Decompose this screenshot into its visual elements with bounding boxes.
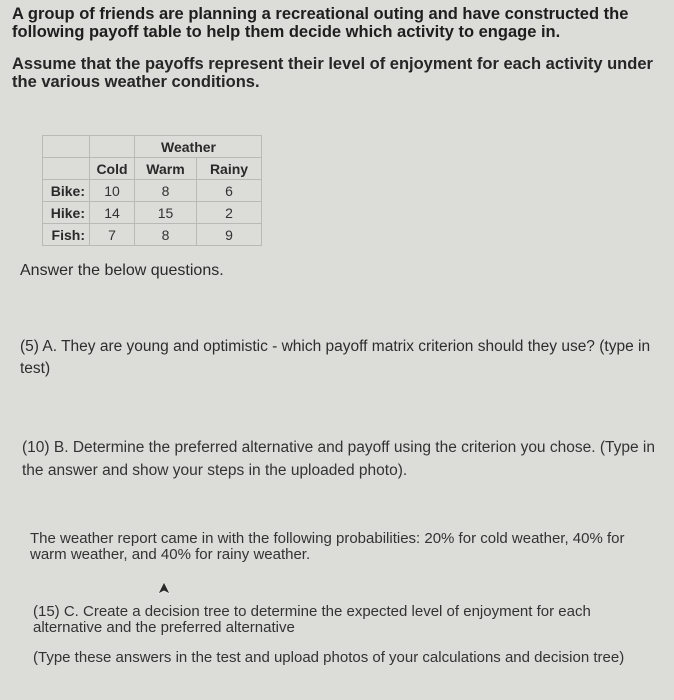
assume-text: Assume that the payoffs represent their level of enjoyment for each activity under the various weather conditions. xyxy=(12,55,653,91)
table-cell: 2 xyxy=(197,202,262,224)
table-row xyxy=(43,224,262,246)
table-cell: 15 xyxy=(135,202,197,224)
question-15-note: (Type these answers in the test and upload photos of your calculations and decision tree) xyxy=(33,649,625,666)
table-cell: 7 xyxy=(90,224,135,246)
column-header-rainy: Rainy xyxy=(197,158,262,180)
table-corner-cell xyxy=(43,136,90,158)
weather-report-text: The weather report came in with the following probabilities: 20% for cold weather, 40% for warm weather, and 40% for rainy weather. xyxy=(30,530,625,563)
table-cell: 14 xyxy=(90,202,135,224)
table-row xyxy=(43,180,262,202)
column-header-warm: Warm xyxy=(135,158,197,180)
table-cell: 8 xyxy=(135,180,197,202)
question-15: (15) C. Create a decision tree to determine the expected level of enjoyment for each alternative and the preferred alternative xyxy=(33,603,591,636)
row-label-hike: Hike: xyxy=(43,202,90,224)
payoff-table xyxy=(42,135,262,246)
table-group-header-row xyxy=(43,136,262,158)
table-empty-cell xyxy=(90,136,135,158)
row-label-bike: Bike: xyxy=(43,180,90,202)
row-label-fish: Fish: xyxy=(43,224,90,246)
table-header-row xyxy=(43,158,262,180)
column-header-cold: Cold xyxy=(90,158,135,180)
answer-prompt: Answer the below questions. xyxy=(20,262,224,279)
table-cell: 9 xyxy=(197,224,262,246)
weather-header: Weather xyxy=(135,136,262,158)
table-row xyxy=(43,202,262,224)
mouse-pointer-icon xyxy=(157,582,171,598)
table-corner-cell xyxy=(43,158,90,180)
question-10: (10) B. Determine the preferred alternative and payoff using the criterion you chose. (Type in the answer and show your steps in the uploaded photo). xyxy=(22,439,655,479)
table-cell: 6 xyxy=(197,180,262,202)
table-cell: 8 xyxy=(135,224,197,246)
question-5: (5) A. They are young and optimistic - which payoff matrix criterion should they use? (type in test) xyxy=(20,338,651,377)
table-cell: 10 xyxy=(90,180,135,202)
intro-text: A group of friends are planning a recreational outing and have constructed the following payoff table to help them decide which activity to engage in. xyxy=(12,5,629,41)
